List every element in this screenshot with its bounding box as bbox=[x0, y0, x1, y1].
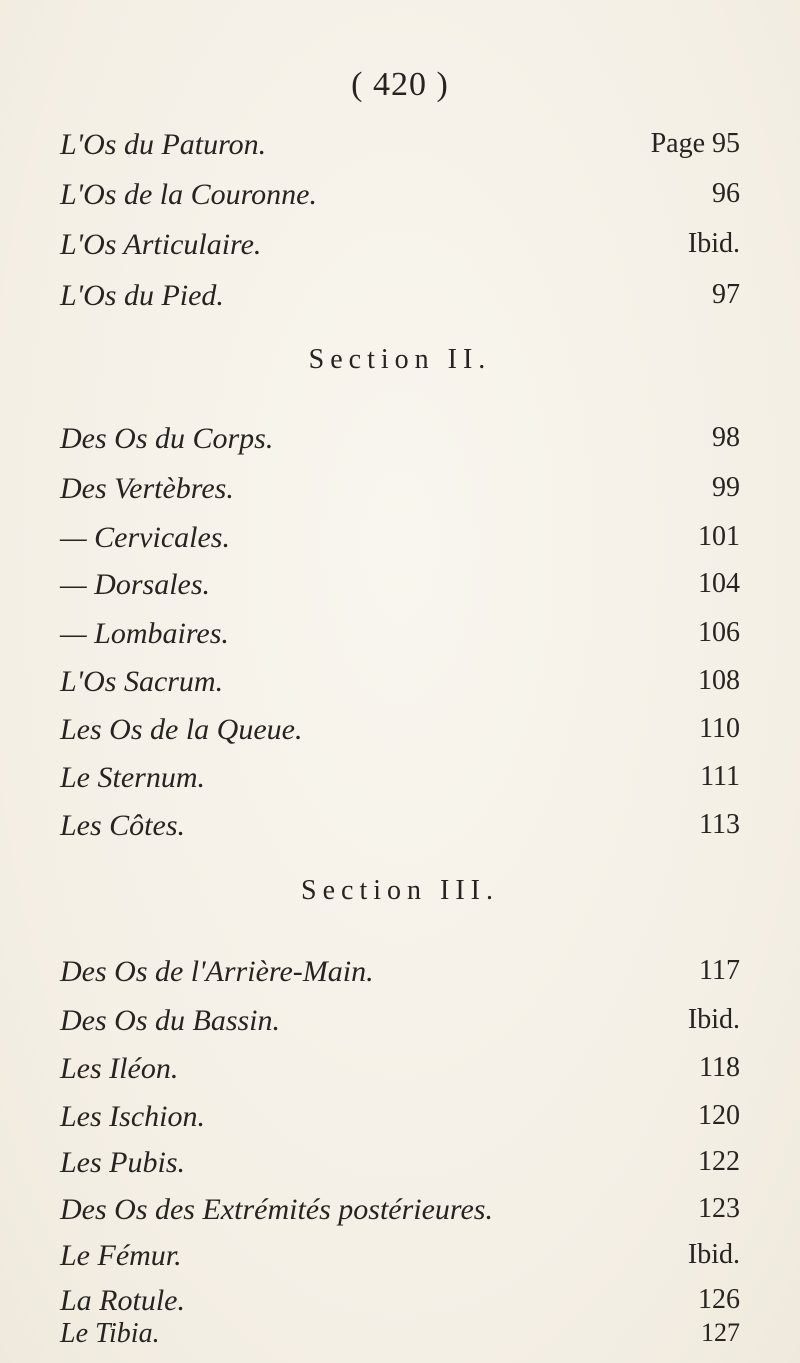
toc-entry: Les Pubis. bbox=[60, 1146, 186, 1179]
toc-page: 126 bbox=[698, 1284, 740, 1315]
toc-row bbox=[60, 761, 740, 801]
section-heading: Section III. bbox=[301, 875, 499, 906]
toc-row bbox=[60, 1318, 740, 1358]
toc-row bbox=[60, 617, 740, 657]
toc-entry: — Dorsales. bbox=[60, 568, 211, 601]
toc-page: 110 bbox=[699, 713, 740, 744]
toc-entry: L'Os Sacrum. bbox=[60, 665, 224, 698]
toc-row bbox=[60, 521, 740, 561]
toc-entry: Des Os du Bassin. bbox=[60, 1004, 281, 1037]
toc-entry: Les Côtes. bbox=[60, 809, 186, 842]
toc-page: Ibid. bbox=[687, 1004, 740, 1035]
toc-page: 123 bbox=[698, 1193, 740, 1224]
toc-page: 98 bbox=[712, 422, 740, 453]
toc-row bbox=[60, 809, 740, 849]
page-number-header: ( 420 ) bbox=[351, 66, 449, 103]
toc-entry: L'Os du Paturon. bbox=[60, 128, 267, 161]
toc-row bbox=[60, 955, 740, 995]
toc-entry: Des Os de l'Arrière-Main. bbox=[60, 955, 374, 988]
toc-row bbox=[60, 1004, 740, 1044]
toc-entry: Le Fémur. bbox=[60, 1239, 182, 1272]
toc-entry: Les Ischion. bbox=[60, 1100, 205, 1133]
toc-page: 104 bbox=[698, 568, 740, 599]
toc-entry: L'Os Articulaire. bbox=[60, 228, 262, 261]
toc-entry: Des Os des Extrémités postérieures. bbox=[60, 1193, 493, 1226]
section-heading: Section II. bbox=[308, 344, 492, 375]
toc-entry: L'Os de la Couronne. bbox=[60, 178, 317, 211]
toc-row bbox=[60, 422, 740, 462]
toc-entry: L'Os du Pied. bbox=[60, 279, 224, 312]
toc-entry: — Cervicales. bbox=[60, 521, 230, 554]
toc-row bbox=[60, 1146, 740, 1186]
toc-page: 113 bbox=[699, 809, 740, 840]
toc-page: 97 bbox=[712, 279, 740, 310]
toc-entry: Le Tibia. bbox=[60, 1318, 160, 1349]
toc-row bbox=[60, 713, 740, 753]
toc-row bbox=[60, 1239, 740, 1279]
toc-row bbox=[60, 128, 740, 168]
toc-page: 117 bbox=[699, 955, 740, 986]
toc-entry: — Lombaires. bbox=[60, 617, 229, 650]
toc-row bbox=[60, 1052, 740, 1092]
toc-page: 111 bbox=[700, 761, 740, 792]
toc-page: Ibid. bbox=[687, 1239, 740, 1270]
toc-row bbox=[60, 1100, 740, 1140]
toc-entry: Le Sternum. bbox=[60, 761, 205, 794]
toc-page: Ibid. bbox=[687, 228, 740, 259]
toc-page: 108 bbox=[698, 665, 740, 696]
toc-row bbox=[60, 472, 740, 512]
toc-page: 96 bbox=[712, 178, 740, 209]
toc-row bbox=[60, 665, 740, 705]
toc-row bbox=[60, 228, 740, 268]
toc-page: 122 bbox=[698, 1146, 740, 1177]
toc-entry: Des Vertèbres. bbox=[60, 472, 234, 505]
toc-page: 120 bbox=[698, 1100, 740, 1131]
toc-entry: La Rotule. bbox=[60, 1284, 185, 1317]
toc-row bbox=[60, 1193, 740, 1233]
toc-page: 101 bbox=[698, 521, 740, 552]
toc-entry: Les Iléon. bbox=[60, 1052, 179, 1085]
toc-page: 99 bbox=[712, 472, 740, 503]
toc-page: 106 bbox=[698, 617, 740, 648]
toc-row bbox=[60, 178, 740, 218]
toc-entry: Des Os du Corps. bbox=[60, 422, 274, 455]
toc-entry: Les Os de la Queue. bbox=[60, 713, 303, 746]
toc-row bbox=[60, 279, 740, 319]
toc-page: Page 95 bbox=[650, 128, 740, 159]
toc-row bbox=[60, 568, 740, 608]
toc-page: 127 bbox=[701, 1318, 740, 1347]
toc-page: 118 bbox=[699, 1052, 740, 1083]
